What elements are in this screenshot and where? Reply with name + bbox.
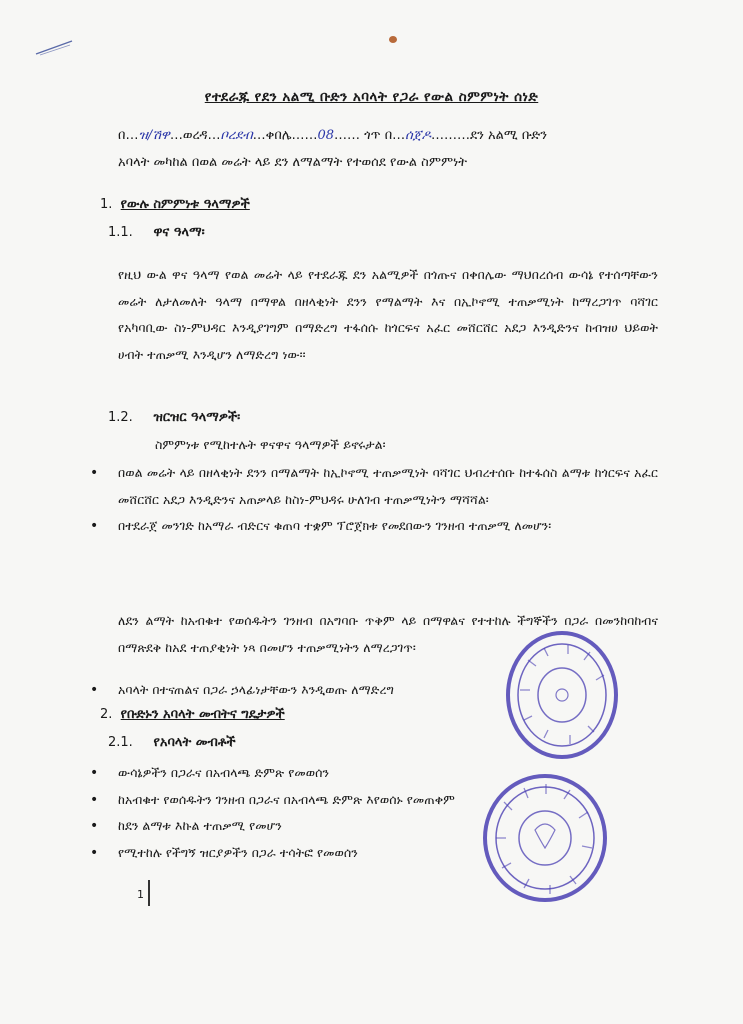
intro-text: በ… <box>118 128 139 143</box>
intro-text: …… ጎጥ በ… <box>334 128 406 143</box>
subsection-label: ዋና ዓላማ፡ <box>153 225 205 240</box>
page-number: 1 <box>137 888 144 901</box>
handwritten-woreda: ቦረደብ <box>220 128 253 143</box>
list-item: • ውሳኔዎችን በጋራና በአብላጫ ድምጽ የመወሰን <box>88 760 658 787</box>
subsection-1-2-heading <box>108 410 240 425</box>
list-item: • ከደን ልማቱ እኩል ተጠቃሚ የመሆን <box>88 813 658 840</box>
section-label: የውሉ ስምምነቱ ዓላማዎች <box>120 197 250 212</box>
scan-mark <box>34 38 74 56</box>
section-1-heading <box>100 197 250 212</box>
handwritten-zone: ዝ/ሽዋ <box>138 128 170 143</box>
specific-objectives-list <box>88 460 658 540</box>
intro-text: ………ደን አልሚ ቡድን <box>431 128 548 143</box>
intro-text: …ቀበሌ…… <box>252 128 318 143</box>
subsection-1-1-heading <box>108 225 205 240</box>
intro-line-1 <box>118 128 547 143</box>
document-title: የተደራጁ የደን አልሚ ቡድን አባላት የጋራ የውል ስምምነት ሰነድ <box>204 89 539 105</box>
handwritten-got: ሰጀዶ <box>405 128 431 143</box>
intro-line-2: አባላት መካከል በወል መሬት ላይ ደን ለማልማት የተወሰደ የውል ስምምነት <box>118 155 468 170</box>
subsection-2-1-heading <box>108 735 236 750</box>
section-2-heading <box>100 707 285 722</box>
intro-text: …ወረዳ… <box>169 128 221 143</box>
list-item: • በተደራጀ መንገድ ከአማራ ብድርና ቁጠባ ተቋም ፕሮጀክቱ የመደበውን ገንዘብ ተጠቃሚ ለመሆን፡ <box>88 513 658 540</box>
list-item: • የሚተከሉ የችግኝ ዝርያዎችን በጋራ ተሳትፎ የመወሰን <box>88 840 658 867</box>
list-item: • ከአብቁተ የወሰዱትን ገንዘብ በጋራና በአብላጫ ድምጽ እየወሰኑ የመጠቀም <box>88 787 658 814</box>
official-stamp-lower <box>480 768 610 908</box>
subsection-label: የአባላት መብቶች <box>153 735 236 750</box>
page-number-mark <box>148 880 150 906</box>
list-item: • አባላት በተናጠልና በጋራ ኃላፊነታቸውን እንዲወጡ ለማድረግ <box>88 677 658 704</box>
subsection-number: 1.2. <box>108 410 133 425</box>
section-number: 1. <box>100 197 113 212</box>
handwritten-kebele: 08 <box>317 128 335 143</box>
ink-spot <box>389 36 397 43</box>
subsection-number: 1.1. <box>108 225 133 240</box>
section-number: 2. <box>100 707 113 722</box>
subsection-number: 2.1. <box>108 735 133 750</box>
official-stamp-upper <box>498 620 618 770</box>
specific-objectives-lead: ስምምነቱ የሚከተሉት ዋናዋና ዓላማዎች ይኖሩታል፡ <box>155 437 386 452</box>
objectives-paragraph: ለደን ልማት ከአብቁተ የወሰዱትን ገንዘብ በአግባቡ ጥቅም ላይ በማዋልና የተተከሉ ችግኞችን በጋራ በመንከባከብና በማጽደቅ ከአደ ተጠያቂነት ነጻ በመሆን ተጠቃሚነትን ለማረጋገጥ፡ <box>118 613 658 655</box>
main-objective-paragraph: የዚህ ውል ዋና ዓላማ የወል መሬት ላይ የተደራጁ ደን አልሚዎች በጎጡና በቀበሌው ማህበረሰብ ውሳኔ የተሰጣቸውን መሬት ለታለመለት ዓላማ በማዋል በዘላቂነት ደንን የማልማት እና በኢኮኖሚ ተጠቃሚነት ከማረጋገጥ ባሻገር የአካባቢው ስነ-ምህዳር እንዲያገግም በማድረግ ተፋሰሱ ከጎርፍና አፈር መሸርሸር አደጋ እንዲድንና ከብዝሀ ህይወት ሀብት ተጠቃሚ እንዲሆን ለማድረግ ነው፡፡ <box>118 267 658 362</box>
list-item: • በወል መሬት ላይ በዘላቂነት ደንን በማልማት ከኢኮኖሚ ተጠቃሚነት ባሻገር ህብረተሰቡ ከተፋሰስ ልማቱ ከጎርፍና አፈር መሸርሸር አደጋ እንዲድንና አጠቃላይ ከስነ-ምህዳሩ ሁለገብ ተጠቃሚነትን ማሻሻል፡ <box>88 460 658 513</box>
subsection-label: ዝርዝር ዓላማዎች፡ <box>153 410 241 425</box>
section-label: የቡድኑን አባላት መብትና ግዴታዎች <box>120 707 285 722</box>
